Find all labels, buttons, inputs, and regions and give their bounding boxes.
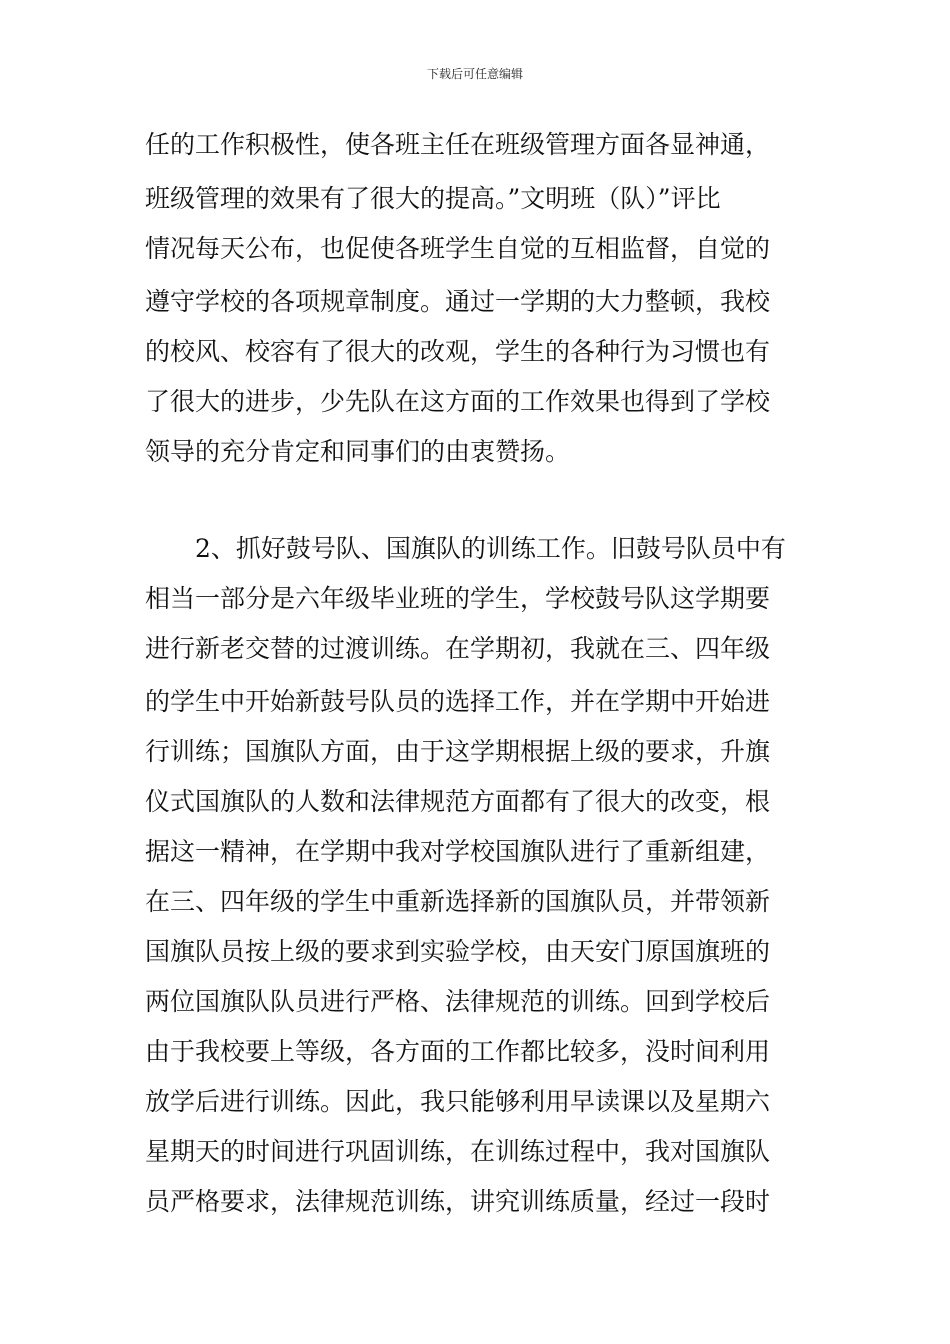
page-header: 下载后可任意编辑 xyxy=(426,67,523,81)
paragraph-line: 遵守学校的各项规章制度。通过一学期的大力整顿，我校 xyxy=(145,287,771,316)
paragraph-line: 的学生中开始新鼓号队员的选择工作，并在学期中开始进 xyxy=(145,687,771,716)
paragraph-line: 员严格要求，法律规范训练，讲究训练质量，经过一段时 xyxy=(145,1187,771,1216)
paragraph-line: 进行新老交替的过渡训练。在学期初，我就在三、四年级 xyxy=(145,634,771,663)
paragraph-line: 2、抓好鼓号队、国旗队的训练工作。旧鼓号队员中有 xyxy=(195,534,786,563)
paragraph-line: 据这一精神，在学期中我对学校国旗队进行了重新组建， xyxy=(145,837,771,866)
paragraph-line: 行训练；国旗队方面，由于这学期根据上级的要求，升旗 xyxy=(145,737,771,766)
paragraph-line: 仪式国旗队的人数和法律规范方面都有了很大的改变，根 xyxy=(145,787,771,816)
paragraph-line: 国旗队员按上级的要求到实验学校，由天安门原国旗班的 xyxy=(145,937,771,966)
paragraph-line: 星期天的时间进行巩固训练，在训练过程中，我对国旗队 xyxy=(145,1137,771,1166)
paragraph-line: 在三、四年级的学生中重新选择新的国旗队员，并带领新 xyxy=(145,887,771,916)
paragraph-line: 任的工作积极性，使各班主任在班级管理方面各显神通， xyxy=(145,130,771,159)
paragraph-line: 由于我校要上等级，各方面的工作都比较多，没时间利用 xyxy=(145,1037,771,1066)
paragraph-line: 领导的充分肯定和同事们的由衷赞扬。 xyxy=(145,437,571,466)
paragraph-line: 放学后进行训练。因此，我只能够利用早读课以及星期六 xyxy=(145,1087,771,1116)
paragraph-line: 两位国旗队队员进行严格、法律规范的训练。回到学校后 xyxy=(145,987,771,1016)
paragraph-line: 相当一部分是六年级毕业班的学生，学校鼓号队这学期要 xyxy=(145,584,771,613)
paragraph-line: 班级管理的效果有了很大的提高。”文明班（队）”评比 xyxy=(145,184,721,213)
paragraph-line: 的校风、校容有了很大的改观，学生的各种行为习惯也有 xyxy=(145,337,771,366)
paragraph-line: 情况每天公布，也促使各班学生自觉的互相监督，自觉的 xyxy=(145,234,771,263)
paragraph-line: 了很大的进步，少先队在这方面的工作效果也得到了学校 xyxy=(145,387,771,416)
